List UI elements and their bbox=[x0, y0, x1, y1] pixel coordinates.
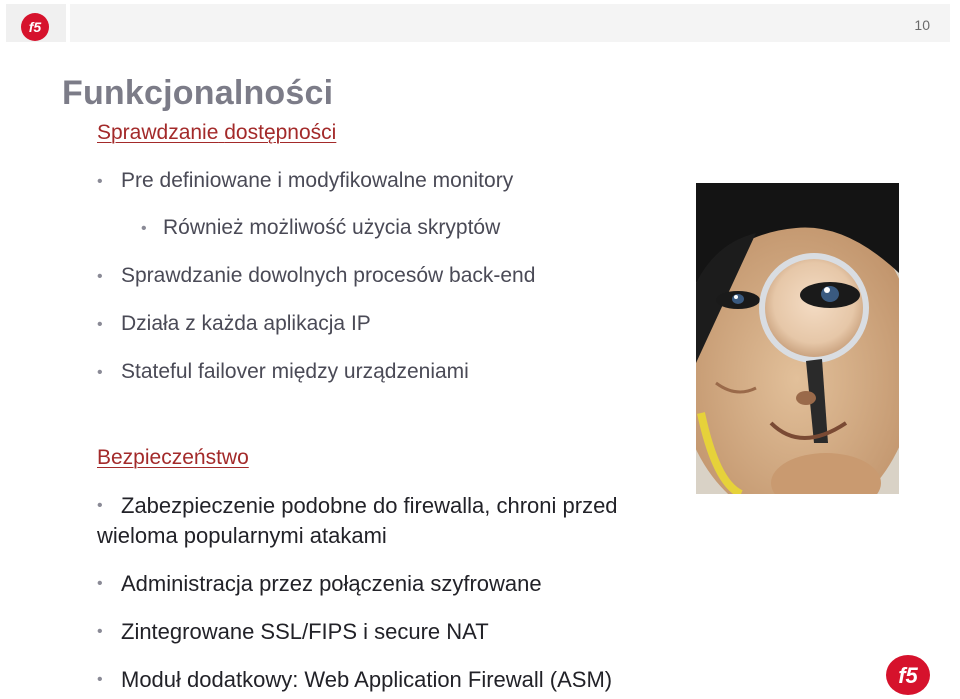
bullet-item: • Pre definiowane i modyfikowalne monitory bbox=[97, 169, 513, 193]
photo-child-magnifier bbox=[696, 183, 899, 494]
slide-title: Funkcjonalności bbox=[62, 74, 334, 112]
bullet-item: • Administracja przez połączenia szyfrowane bbox=[97, 571, 542, 597]
svg-text:f5: f5 bbox=[898, 663, 918, 688]
bullet-item: • Sprawdzanie dowolnych procesów back-end bbox=[97, 264, 535, 288]
section-heading-part1: Sprawdzanie bbox=[97, 121, 219, 144]
header-bar bbox=[0, 0, 960, 47]
bullet-item: • Stateful failover między urządzeniami bbox=[97, 360, 469, 384]
bullet-continuation: wieloma popularnymi atakami bbox=[97, 523, 387, 548]
bullet-item: • Działa z każda aplikacja IP bbox=[97, 312, 371, 336]
svg-text:f5: f5 bbox=[28, 19, 42, 35]
f5-logo-icon bbox=[20, 12, 50, 42]
f5-brand-logo-icon bbox=[884, 654, 934, 696]
magnifier-photo-illustration bbox=[696, 183, 899, 494]
sub-bullet-item: • Również możliwość użycia skryptów bbox=[141, 216, 500, 240]
bullet-item: • Moduł dodatkowy: Web Application Firewall (ASM) bbox=[97, 667, 612, 693]
bullet-item: • Zintegrowane SSL/FIPS i secure NAT bbox=[97, 619, 489, 645]
section-heading-security: Bezpieczeństwo bbox=[97, 446, 249, 469]
bullet-item: • Zabezpieczenie podobne do firewalla, chroni przed bbox=[97, 493, 618, 519]
header-band bbox=[70, 4, 950, 42]
section-heading-part2: dostępności bbox=[224, 121, 337, 144]
header-logo-area bbox=[6, 4, 66, 42]
page-number: 10 bbox=[914, 17, 930, 33]
section-heading-availability bbox=[97, 121, 336, 145]
